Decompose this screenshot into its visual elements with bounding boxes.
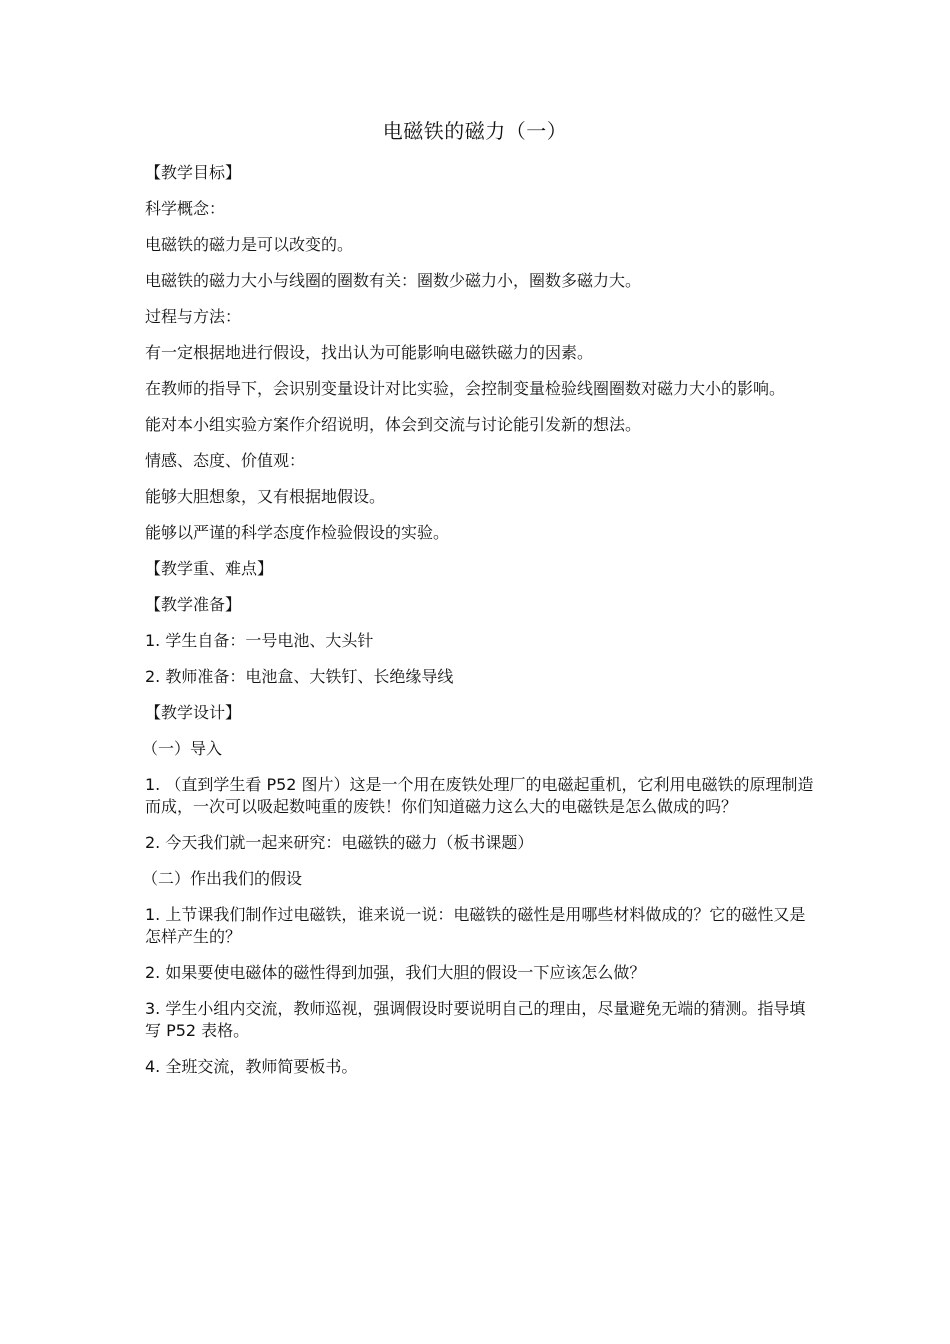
list-item: 2. 今天我们就一起来研究：电磁铁的磁力（板书课题）: [145, 833, 534, 852]
list-item: 1. 学生自备：一号电池、大头针: [145, 631, 374, 650]
list-item: 4. 全班交流，教师简要板书。: [145, 1057, 358, 1076]
paragraph: 能够大胆想象，又有根据地假设。: [145, 487, 386, 506]
list-item: 1. 上节课我们制作过电磁铁，谁来说一说：电磁铁的磁性是用哪些材料做成的？它的磁性又是怎样产生的？: [145, 905, 806, 946]
paragraph: 电磁铁的磁力大小与线圈的圈数有关：圈数少磁力小，圈数多磁力大。: [145, 271, 642, 290]
list-item: 2. 如果要使电磁体的磁性得到加强，我们大胆的假设一下应该怎么做？: [145, 963, 646, 982]
list-item: 2. 教师准备：电池盒、大铁钉、长绝缘导线: [145, 667, 454, 686]
subheading-science-concepts: 科学概念：: [145, 199, 226, 218]
subsection-heading-intro: （一）导入: [142, 739, 223, 758]
list-item: 1. （直到学生看 P52 图片）这是一个用在废铁处理厂的电磁起重机，它利用电磁铁的原理制造而成，一次可以吸起数吨重的废铁！你们知道磁力这么大的电磁铁是怎么做成的吗？: [145, 775, 814, 816]
list-item: 3. 学生小组内交流，教师巡视，强调假设时要说明自己的理由，尽量避免无端的猜测。指导填写 P52 表格。: [145, 999, 806, 1040]
subheading-process-methods: 过程与方法：: [145, 307, 242, 326]
paragraph: 有一定根据地进行假设，找出认为可能影响电磁铁磁力的因素。: [145, 343, 594, 362]
subheading-attitudes-values: 情感、态度、价值观：: [145, 451, 306, 470]
paragraph: 能够以严谨的科学态度作检验假设的实验。: [145, 523, 450, 542]
paragraph: 在教师的指导下，会识别变量设计对比实验，会控制变量检验线圈圈数对磁力大小的影响。: [145, 379, 786, 398]
section-heading-objectives: 【教学目标】: [145, 163, 242, 182]
document-body: [142, 162, 815, 1092]
subsection-heading-hypothesis: （二）作出我们的假设: [142, 869, 303, 888]
paragraph: 电磁铁的磁力是可以改变的。: [145, 235, 354, 254]
section-heading-design: 【教学设计】: [145, 703, 242, 722]
paragraph: 能对本小组实验方案作介绍说明，体会到交流与讨论能引发新的想法。: [145, 415, 642, 434]
section-heading-key-points: 【教学重、难点】: [145, 559, 274, 578]
document-title: 电磁铁的磁力（一）: [382, 119, 568, 143]
section-heading-preparation: 【教学准备】: [145, 595, 242, 614]
